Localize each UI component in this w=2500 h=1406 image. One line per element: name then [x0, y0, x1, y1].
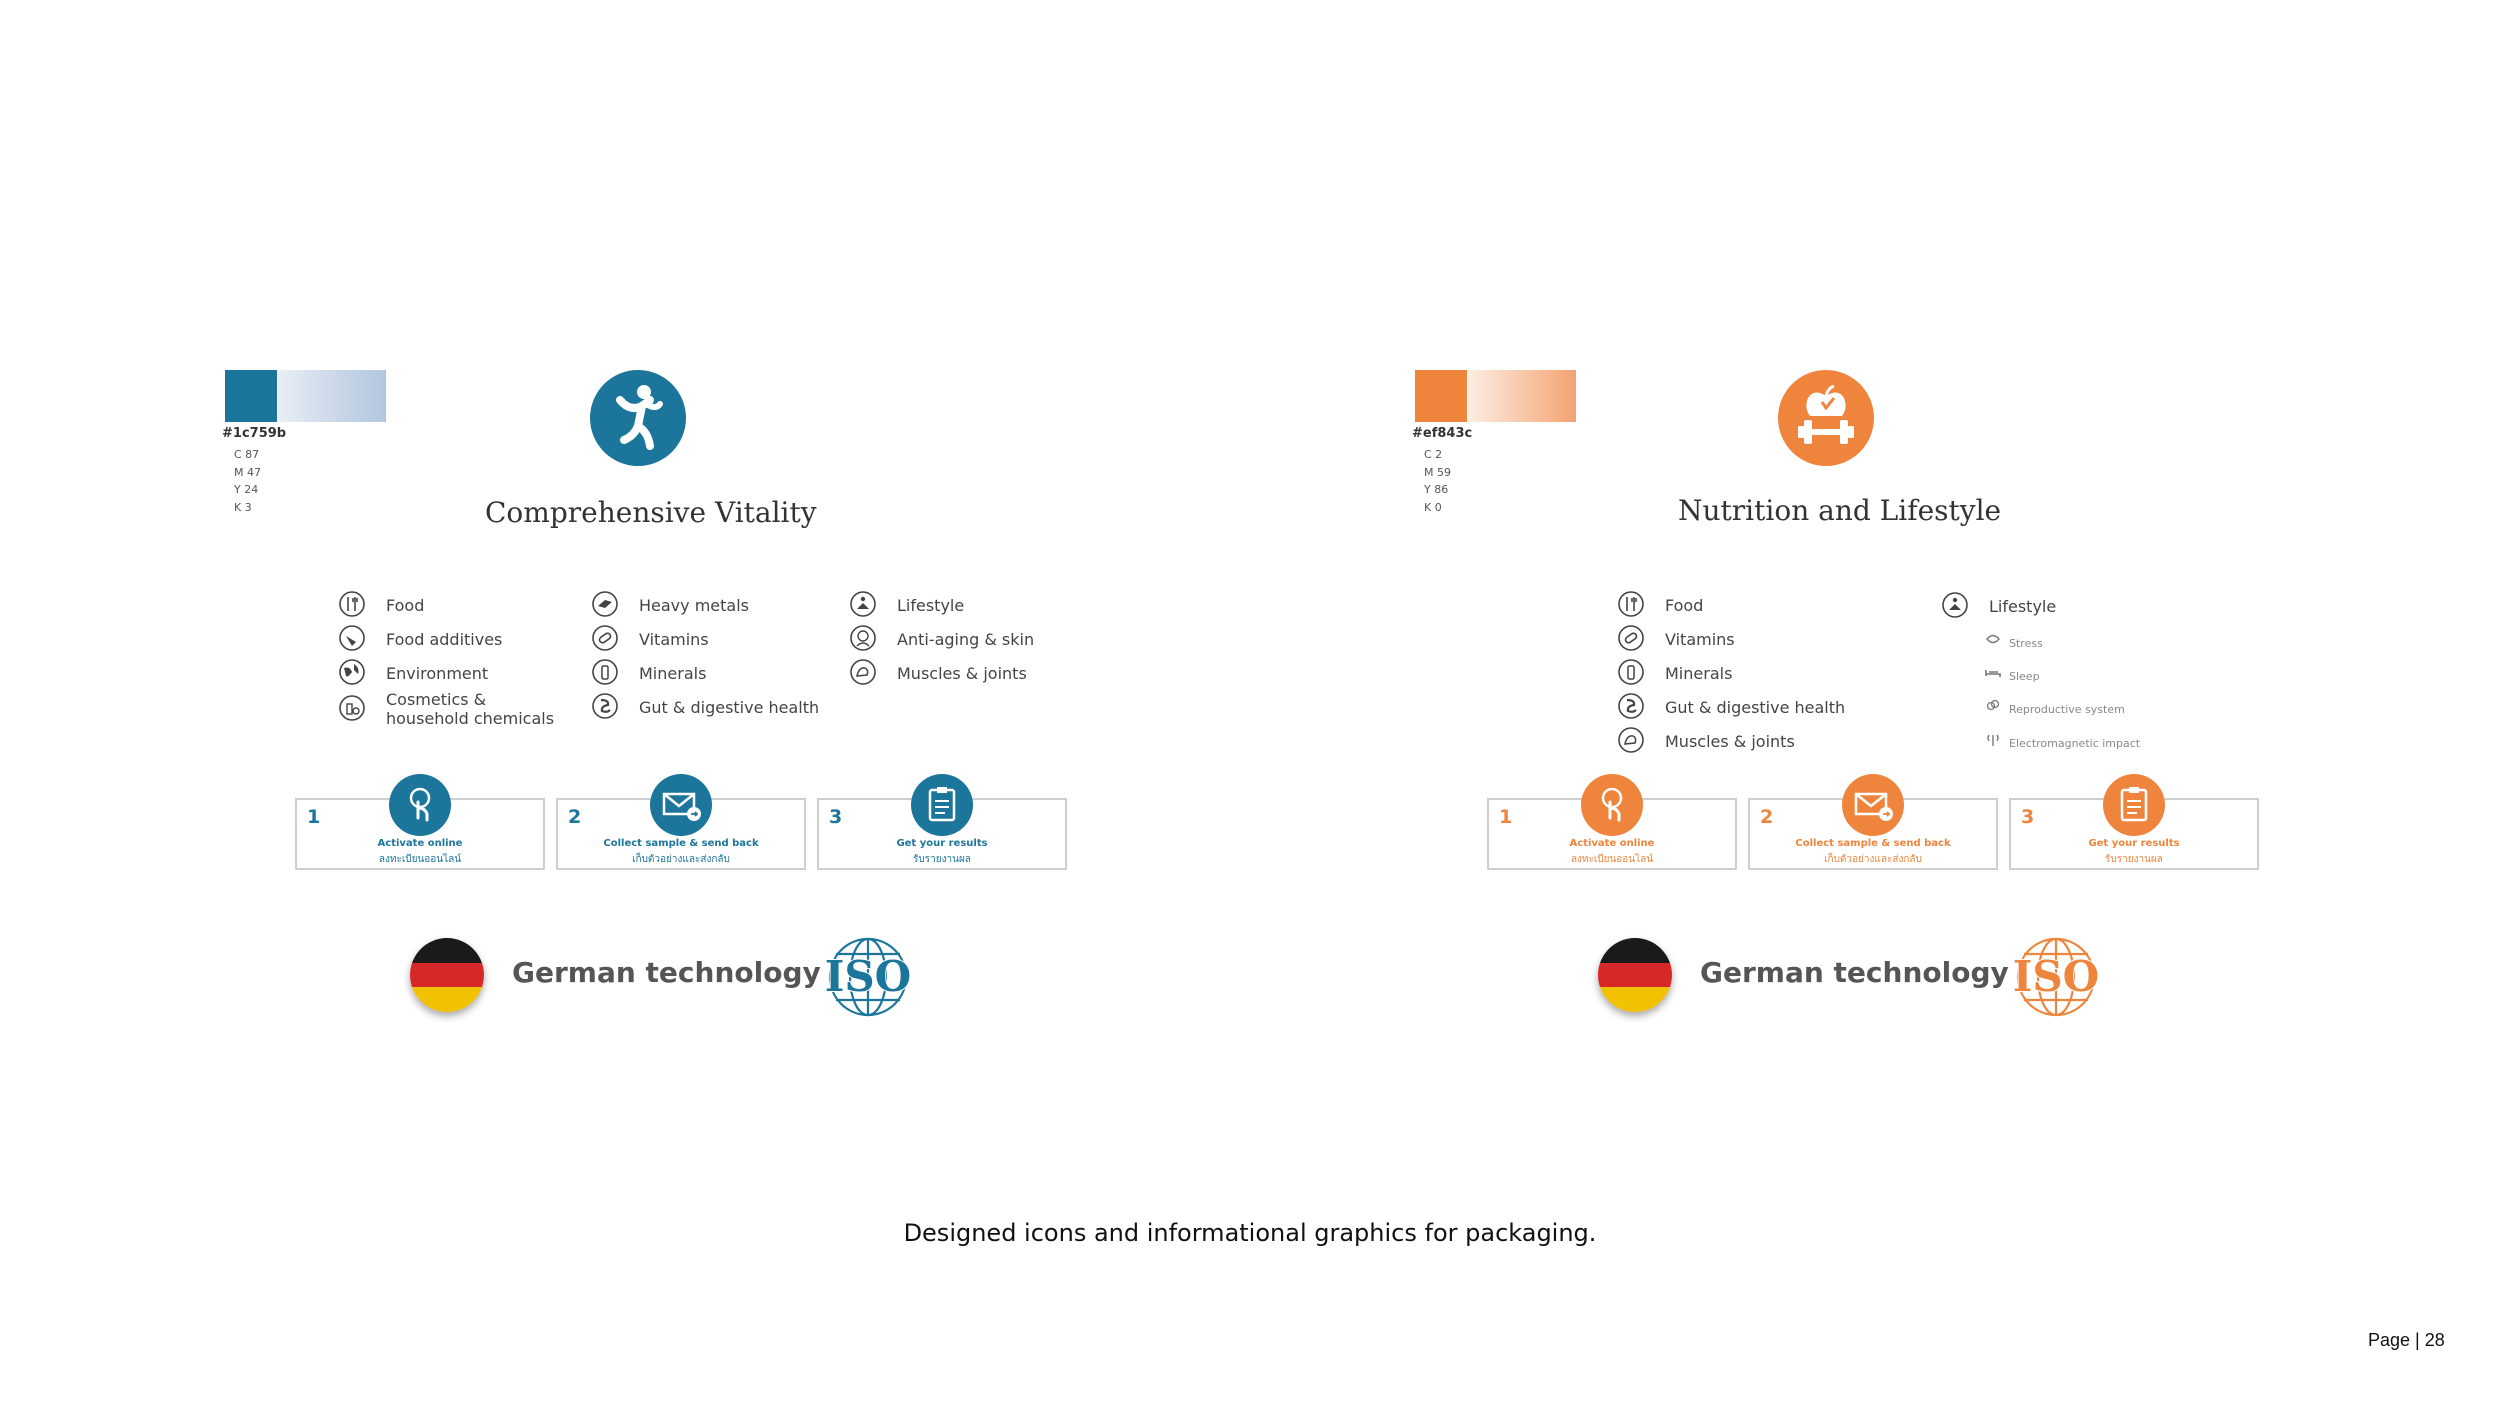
- muscle-icon: [849, 658, 877, 686]
- pill-icon: [1617, 624, 1645, 652]
- iso-globe-icon: [2004, 936, 2108, 1018]
- bottle-icon: [1617, 658, 1645, 686]
- heavy-metals-icon: [591, 590, 619, 618]
- cmyk-m: M 47: [234, 465, 261, 479]
- iso-text: ISO: [824, 952, 912, 1001]
- german-flag-icon: [1598, 938, 1672, 1012]
- category-vitamins: Vitamins: [639, 630, 709, 649]
- category-lifestyle: Lifestyle: [897, 596, 964, 615]
- category-sleep: Sleep: [2009, 667, 2040, 686]
- envelope-send-icon: [1842, 774, 1904, 836]
- athlete-jumping-icon: [590, 370, 686, 466]
- category-minerals: Minerals: [1665, 664, 1732, 683]
- pill-icon: [591, 624, 619, 652]
- german-technology-label: German technology: [512, 956, 821, 989]
- hand-tap-icon: [389, 774, 451, 836]
- cmyk-c: C 2: [1424, 448, 1443, 461]
- step-label: Activate online: [1569, 838, 1655, 849]
- panel-nutrition-lifestyle: [1190, 0, 2440, 1150]
- category-heavy-metals: Heavy metals: [639, 596, 749, 615]
- step-sublabel: เก็บตัวอย่างและส่งกลับ: [1824, 854, 1922, 865]
- hex-code: #1c759b: [222, 426, 287, 441]
- bottle-icon: [591, 658, 619, 686]
- bed-icon: [1985, 664, 2001, 680]
- category-reproductive: Reproductive system: [2009, 700, 2125, 719]
- german-technology-label: German technology: [1700, 956, 2009, 989]
- category-minerals: Minerals: [639, 664, 706, 683]
- food-additives-icon: [338, 624, 366, 652]
- fork-knife-icon: [338, 590, 366, 618]
- stress-icon: [1985, 631, 2001, 647]
- meditation-icon: [1941, 591, 1969, 619]
- step-number: 2: [568, 806, 582, 828]
- color-swatch: [1415, 370, 1467, 422]
- category-gut-health: Gut & digestive health: [1665, 698, 1845, 717]
- meditation-icon: [849, 590, 877, 618]
- panel-comprehensive-vitality: [0, 0, 1250, 1150]
- category-vitamins: Vitamins: [1665, 630, 1735, 649]
- cmyk-values: [1424, 446, 1451, 516]
- category-anti-aging: Anti-aging & skin: [897, 630, 1034, 649]
- cmyk-y: Y 86: [1424, 483, 1449, 496]
- clipboard-icon: [2103, 774, 2165, 836]
- cmyk-values: [234, 446, 261, 516]
- step-sublabel: เก็บตัวอย่างและส่งกลับ: [632, 854, 730, 865]
- category-electromagnetic: Electromagnetic impact: [2009, 734, 2140, 753]
- envelope-send-icon: [650, 774, 712, 836]
- globe-icon: [338, 658, 366, 686]
- muscle-icon: [1617, 726, 1645, 754]
- category-environment: Environment: [386, 664, 488, 683]
- cmyk-k: K 3: [234, 500, 252, 514]
- page-value: 28: [2424, 1330, 2445, 1350]
- cosmetics-icon: [338, 694, 366, 722]
- caption: Designed icons and informational graphics for packaging.: [903, 1219, 1597, 1247]
- cmyk-c: C 87: [234, 448, 260, 461]
- page-number: Page | 28: [2368, 1330, 2445, 1350]
- category-cosmetics: Cosmetics & household chemicals: [386, 690, 554, 728]
- hex-code: #ef843c: [1412, 426, 1473, 441]
- category-food: Food: [386, 596, 424, 615]
- color-gradient: [278, 370, 386, 422]
- gender-icon: [1985, 697, 2001, 713]
- clipboard-icon: [911, 774, 973, 836]
- category-muscles-joints: Muscles & joints: [1665, 732, 1795, 751]
- signal-tower-icon: [1985, 731, 2001, 747]
- category-food-additives: Food additives: [386, 630, 502, 649]
- step-label: Collect sample & send back: [1795, 838, 1951, 849]
- apple-dumbbell-icon: [1778, 370, 1874, 466]
- step-sublabel: ลงทะเบียนออนไลน์: [378, 854, 462, 865]
- step-label: Activate online: [377, 838, 463, 849]
- cmyk-k: K 0: [1424, 500, 1442, 514]
- step-number: 1: [307, 806, 321, 828]
- iso-text: ISO: [2012, 952, 2100, 1001]
- panel-title: Nutrition and Lifestyle: [1678, 494, 2002, 527]
- step-label: Get your results: [896, 838, 988, 849]
- gut-icon: [1617, 692, 1645, 720]
- step-label: Get your results: [2088, 838, 2180, 849]
- step-sublabel: ลงทะเบียนออนไลน์: [1570, 854, 1654, 865]
- category-lifestyle: Lifestyle: [1989, 597, 2056, 616]
- category-stress: Stress: [2009, 634, 2043, 653]
- iso-globe-icon: [816, 936, 920, 1018]
- category-gut-health: Gut & digestive health: [639, 698, 819, 717]
- step-number: 3: [2021, 806, 2035, 828]
- step-sublabel: รับรายงานผล: [913, 854, 971, 865]
- color-swatch: [225, 370, 277, 422]
- fork-knife-icon: [1617, 590, 1645, 618]
- cmyk-m: M 59: [1424, 465, 1451, 479]
- step-number: 1: [1499, 806, 1513, 828]
- step-label: Collect sample & send back: [603, 838, 759, 849]
- hand-tap-icon: [1581, 774, 1643, 836]
- cmyk-y: Y 24: [234, 483, 259, 496]
- step-number: 3: [829, 806, 843, 828]
- step-sublabel: รับรายงานผล: [2105, 854, 2163, 865]
- page-label: Page: [2368, 1330, 2411, 1350]
- step-number: 2: [1760, 806, 1774, 828]
- face-icon: [849, 624, 877, 652]
- color-gradient: [1468, 370, 1576, 422]
- category-food: Food: [1665, 596, 1703, 615]
- panel-title: Comprehensive Vitality: [485, 496, 817, 529]
- german-flag-icon: [410, 938, 484, 1012]
- category-muscles-joints: Muscles & joints: [897, 664, 1027, 683]
- gut-icon: [591, 692, 619, 720]
